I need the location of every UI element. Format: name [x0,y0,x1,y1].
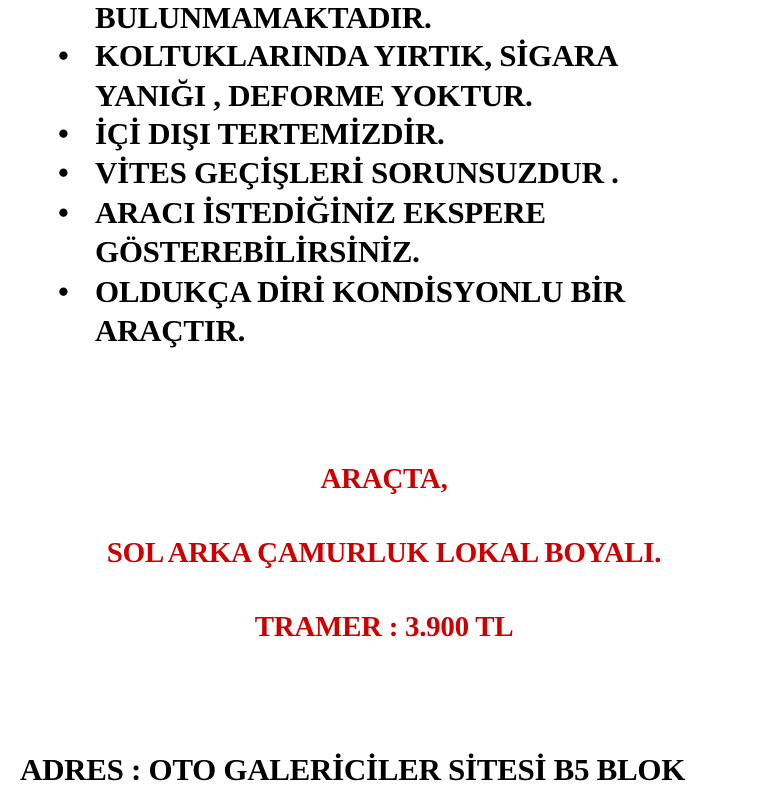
bullet-icon: • [58,195,69,230]
bullet-icon: • [58,116,69,151]
bullet-icon: • [58,155,69,190]
list-item-line: ARACI İSTEDİĞİNİZ EKSPERE [95,195,546,230]
address-line: ADRES : OTO GALERİCİLER SİTESİ B5 BLOK [20,752,686,787]
list-item-line: OLDUKÇA DİRİ KONDİSYONLU BİR [95,274,625,309]
list-item-line: KOLTUKLARINDA YIRTIK, SİGARA [95,38,619,73]
list-item-line: GÖSTEREBİLİRSİNİZ. [95,234,420,269]
notice-heading: ARAÇTA, [320,463,448,495]
notice-tramer: TRAMER : 3.900 TL [254,611,514,643]
bullet-icon: • [58,274,69,309]
list-item-line: VİTES GEÇİŞLERİ SORUNSUZDUR . [95,155,619,190]
list-item-line: YANIĞI , DEFORME YOKTUR. [95,78,533,113]
notice-damage: SOL ARKA ÇAMURLUK LOKAL BOYALI. [106,537,662,569]
list-continuation-line: BULUNMAMAKTADIR. [95,0,432,35]
list-item-line: İÇİ DIŞI TERTEMİZDİR. [95,116,445,151]
bullet-icon: • [58,38,69,73]
list-item-line: ARAÇTIR. [95,313,246,348]
